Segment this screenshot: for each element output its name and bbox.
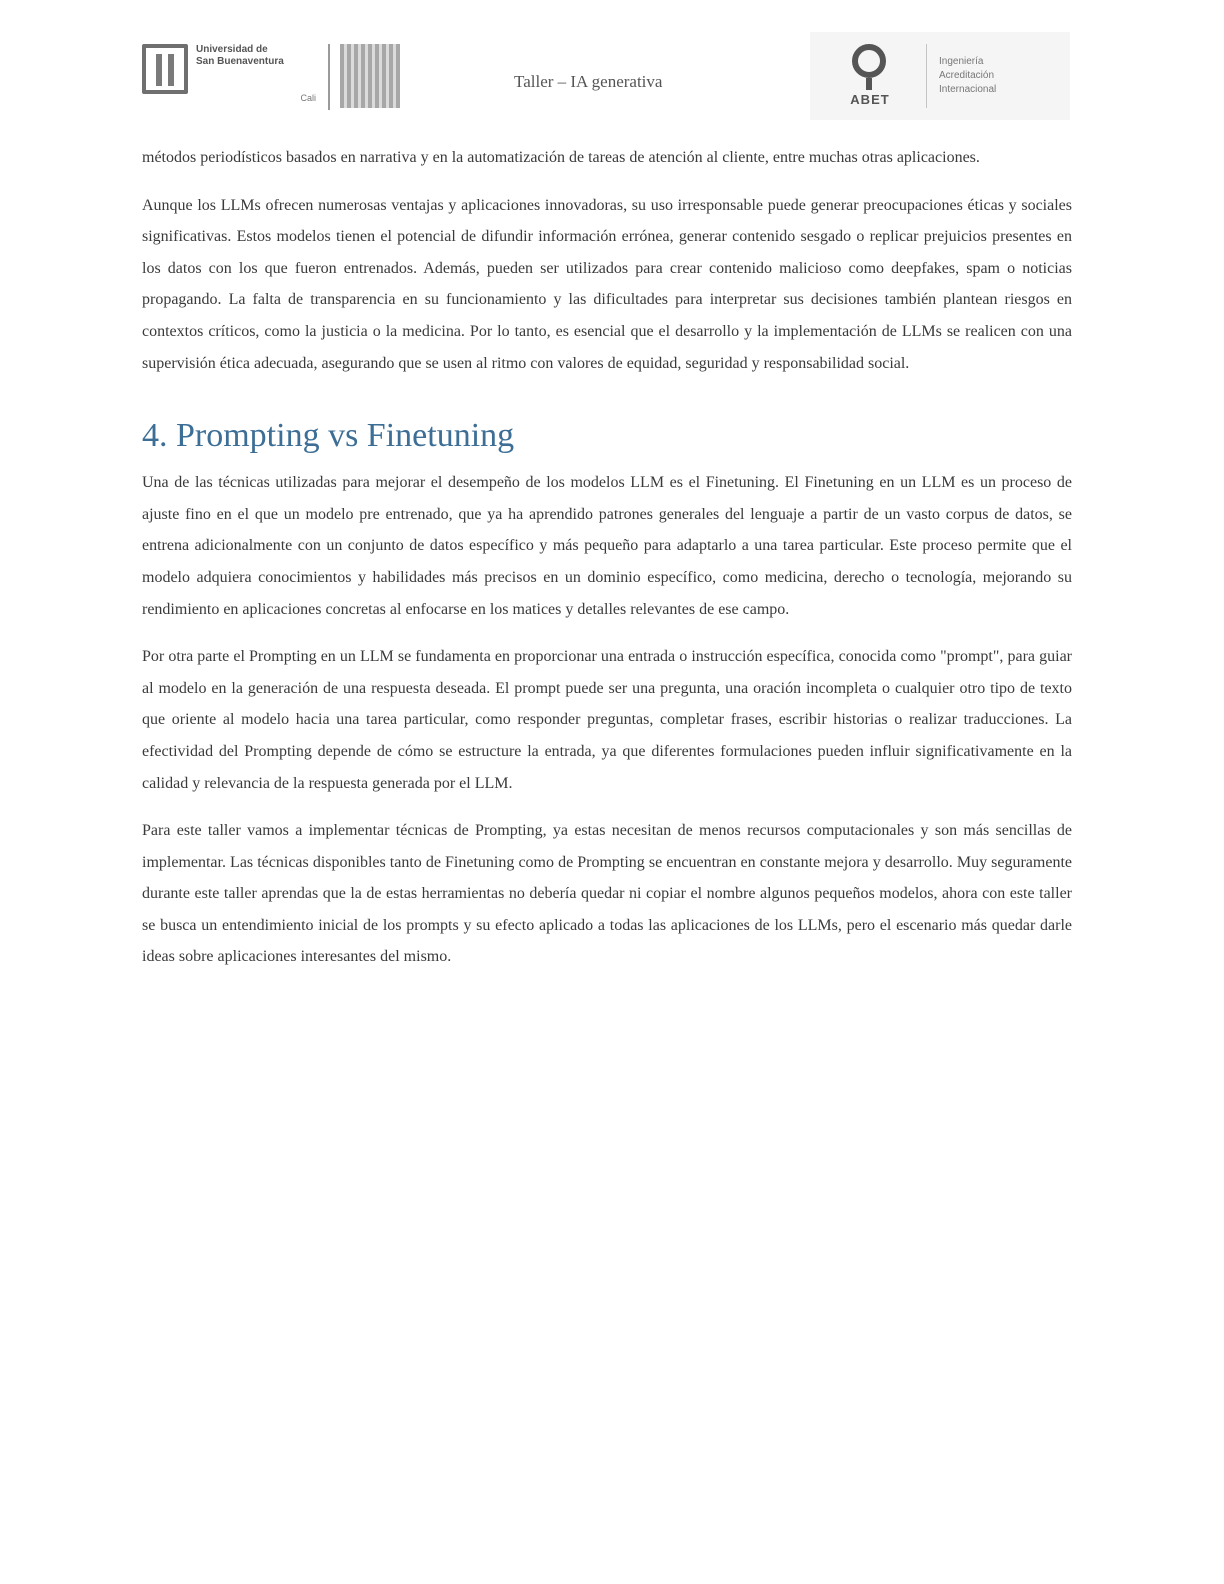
abet-seal-icon: [838, 36, 908, 116]
accreditation-line-1: Ingeniería: [939, 56, 984, 67]
university-city: Cali: [300, 93, 316, 103]
university-name-line-1: Universidad de: [196, 44, 268, 55]
paragraph: Aunque los LLMs ofrecen numerosas ventajas y aplicaciones innovadoras, su uso irresponsable puede generar preocupaciones éticas y sociales significativas. Estos modelos tienen el potencial de difundir información errónea, generar contenido sesgado o replicar prejuicios presentes en los datos con los que fueron entrenados. Además, pueden ser utilizados para crear contenido malicioso como deepfakes, spam o noticias propagando. La falta de transparencia en su funcionamiento y las dificultades para interpretar sus decisiones también plantean riesgos en contextos críticos, como la justicia o la medicina. Por lo tanto, es esencial que el desarrollo y la implementación de LLMs se realicen con una supervisión ética adecuada, asegurando que se usen al ritmo con valores de equidad, seguridad y responsabilidad social.: [142, 196, 1072, 372]
paragraph: Por otra parte el Prompting en un LLM se fundamenta en proporcionar una entrada o instrucción específica, conocida como "prompt", para guiar al modelo en la generación de una respuesta deseada. El prompt puede ser una pregunta, una oración incompleta o cualquier otro tipo de texto que oriente al modelo hacia una tarea particular, como responder preguntas, completar frases, escribir historias o realizar traducciones. La efectividad del Prompting depende de cómo se estructure la entrada, ya que diferentes formulaciones pueden influir significativamente en la calidad y relevancia de la respuesta generada por el LLM.: [142, 648, 1072, 792]
header-title: Taller – IA generativa: [514, 72, 663, 91]
accreditation-line-3: Internacional: [939, 84, 997, 95]
paragraph: Para este taller vamos a implementar técnicas de Prompting, ya estas necesitan de menos recursos computacionales y son más sencillas de implementar. Las técnicas disponibles tanto de Finetuning como de Prompting se encuentran en constante mejora y desarrollo. Muy seguramente durante este taller aprendas que la de estas herramientas no debería quedar ni copiar el nombre algunos pequeños modelos, ahora con este taller se busca un entendimiento inicial de los prompts y su efecto aplicado a todas las aplicaciones de los LLMs, pero el escenario más quedar darle ideas sobre aplicaciones interesantes del mismo.: [142, 822, 1072, 966]
accreditation-text: [939, 55, 996, 97]
university-name: [196, 44, 326, 110]
university-logo: [142, 44, 407, 114]
paragraph: Una de las técnicas utilizadas para mejorar el desempeño de los modelos LLM es el Finetuning. El Finetuning en un LLM es un proceso de ajuste fino en el que un modelo pre entrenado, que ya ha aprendido patrones generales del lenguaje a partir de un vasto corpus de datos, se entrena adicionalmente con un conjunto de datos específico y más pequeño para adaptarlo a una tarea particular. Este proceso permite que el modelo adquiera conocimientos y habilidades más precisos en un dominio específico, como medicina, derecho o tecnología, mejorando su rendimiento en aplicaciones concretas al enfocarse en los matices y detalles relevantes de ese campo.: [142, 474, 1072, 618]
page-header: [0, 0, 1224, 130]
seal-label: ABET: [850, 92, 890, 107]
logo-divider: [328, 44, 330, 110]
document-body: [142, 142, 1072, 989]
accreditation-logo: [810, 32, 1070, 120]
accreditation-divider: [926, 44, 927, 108]
university-name-line-2: San Buenaventura: [196, 56, 284, 67]
section-heading: 4. Prompting vs Finetuning: [142, 417, 515, 455]
qr-code-icon: [340, 44, 400, 108]
paragraph: métodos periodísticos basados en narrativa y en la automatización de tareas de atención al cliente, entre muchas otras aplicaciones.: [142, 149, 980, 166]
accreditation-line-2: Acreditación: [939, 70, 995, 81]
university-emblem-icon: [142, 44, 188, 94]
